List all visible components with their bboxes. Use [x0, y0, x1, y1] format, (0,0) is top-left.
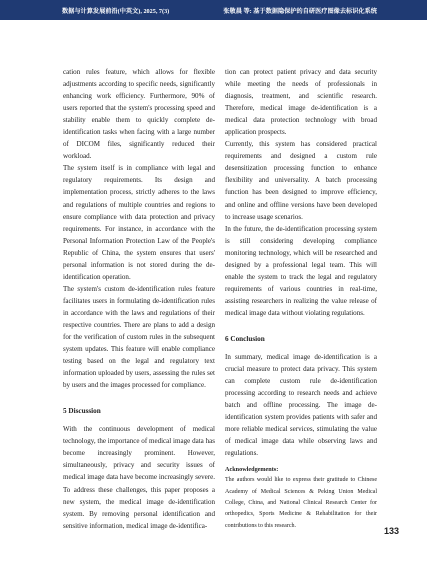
paragraph: In summary, medical image de-identification is a crucial measure to protect data privacy. This system can complete custom rule de-identification processing according to research needs and achieve batch and offline processing. The image de-identification system provides patients with safer and more reliable medical services, stimulating the value of medical image data while observing laws and regulations.: [225, 352, 377, 458]
article-short-title: 张敬晨 等: 基于数据隐保护的自研医疗图像去标识化系统: [223, 7, 377, 15]
acknowledgements-heading: Acknowledgements:: [225, 466, 279, 474]
paragraph: cation rules feature, which allows for flexible adjustments according to specific needs, significantly enhancing work efficiency. Furthermore, 90% of users reported that the system's processing speed and stability enable them to quickly complete de-identification tasks when facing with a large number of DICOM files, significantly reduced their workload.: [63, 68, 215, 161]
left-column: [63, 66, 215, 532]
paragraph: Currently, this system has considered practical requirements and designed a custom rule desensitization processing function to enhance flexibility and universality. A batch processing function has been designed to improve efficiency, and online and offline versions have been developed to increase usage scenarios.: [225, 140, 377, 221]
section-heading-discussion: 5 Discussion: [63, 407, 101, 416]
page-number: 133: [384, 526, 400, 536]
paragraph: The system's custom de-identification rules feature facilitates users in formulating de-identification rules in accordance with the laws and regulations of their respective countries. There are plans to add a design for the verification of custom rules in the subsequent system updates. This feature will enable compliance testing based on the legal and regulatory text information uploaded by users, assessing the rules set by users and the images processed for compliance.: [63, 284, 215, 390]
paragraph: With the continuous development of medical technology, the importance of medical image data has become increasingly prominent. However, simultaneously, privacy and security issues of medical image data have become increasingly severe. To address these challenges, this paper proposes a new system, the medical image de-identification system. By removing personal identification and sensitive information, medical image de-identifica-: [63, 425, 215, 530]
paragraph: The system itself is in compliance with legal and regulatory requirements. Its design and implementation process, strictly adheres to the laws and regulations of multiple countries and regions to ensure compliance with data protection and privacy requirements. For instance, in accordance with the Personal Information Protection Law of the People's Republic of China, the system ensures that users' personal information is not stored during the de-identification operation.: [63, 164, 215, 281]
section-heading-conclusion: 6 Conclusion: [225, 334, 265, 343]
running-header: [0, 0, 427, 20]
journal-citation: 数据与计算发展前沿(中英文), 2025, 7(3): [62, 7, 170, 15]
acknowledgements-text: The authors would like to express their gratitude to Chinese Academy of Medical Sciences & Peking Union Medical College, China, and National Clinical Research Center for orthopedics, Sports Medicine & Rehabilitation for their contributions to this research.: [225, 477, 377, 529]
paragraph: In the future, the de-identification processing system is still considering developing compliance monitoring technology, which will be researched and designed by a professional legal team. This will enable the system to track the legal and regulatory requirements of various countries in real-time, assisting researchers in realizing the value release of medical image data without violating regulations.: [225, 224, 377, 317]
right-column: [225, 66, 377, 532]
paragraph: tion can protect patient privacy and data security while meeting the needs of professionals in diagnosis, treatment, and scientific research. Therefore, medical image de-identification is a medical data protection technology with broad application prospects.: [225, 68, 377, 137]
